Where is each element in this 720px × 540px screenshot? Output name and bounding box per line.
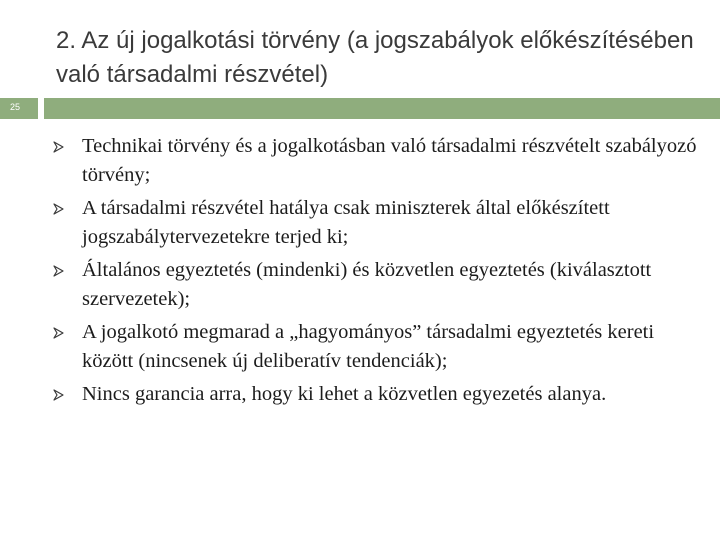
title-underline-bar [44,98,720,119]
slide-number: 25 [10,102,21,112]
bullet-text: A társadalmi részvétel hatálya csak miniszterek által előkészített jogszabálytervezetekre terjed ki; [82,197,610,248]
slide-title: 2. Az új jogalkotási törvény (a jogszabályok előkészítésében való társadalmi részvétel) [56,27,694,88]
arrowhead-bullet-icon [53,265,64,277]
bullet-text: A jogalkotó megmarad a „hagyományos” társadalmi egyeztetés kereti között (nincsenek új deliberatív tendenciák); [82,321,655,372]
bullet-item [0,194,720,252]
bullet-text: Általános egyeztetés (mindenki) és közvetlen egyeztetés (kiválasztott szervezetek); [82,259,652,310]
bullet-text: Nincs garancia arra, hogy ki lehet a közvetlen egyezetés alanya. [82,383,607,405]
bullet-item [0,132,720,190]
bullet-item [0,256,720,314]
arrowhead-bullet-icon [53,327,64,339]
arrowhead-bullet-icon [53,389,64,401]
arrowhead-bullet-icon [53,203,64,215]
bullet-item [0,380,720,409]
bullet-item [0,318,720,376]
arrowhead-bullet-icon [53,141,64,153]
bullet-list [0,132,720,413]
bullet-text: Technikai törvény és a jogalkotásban való társadalmi részvételt szabályozó törvény; [82,135,697,186]
